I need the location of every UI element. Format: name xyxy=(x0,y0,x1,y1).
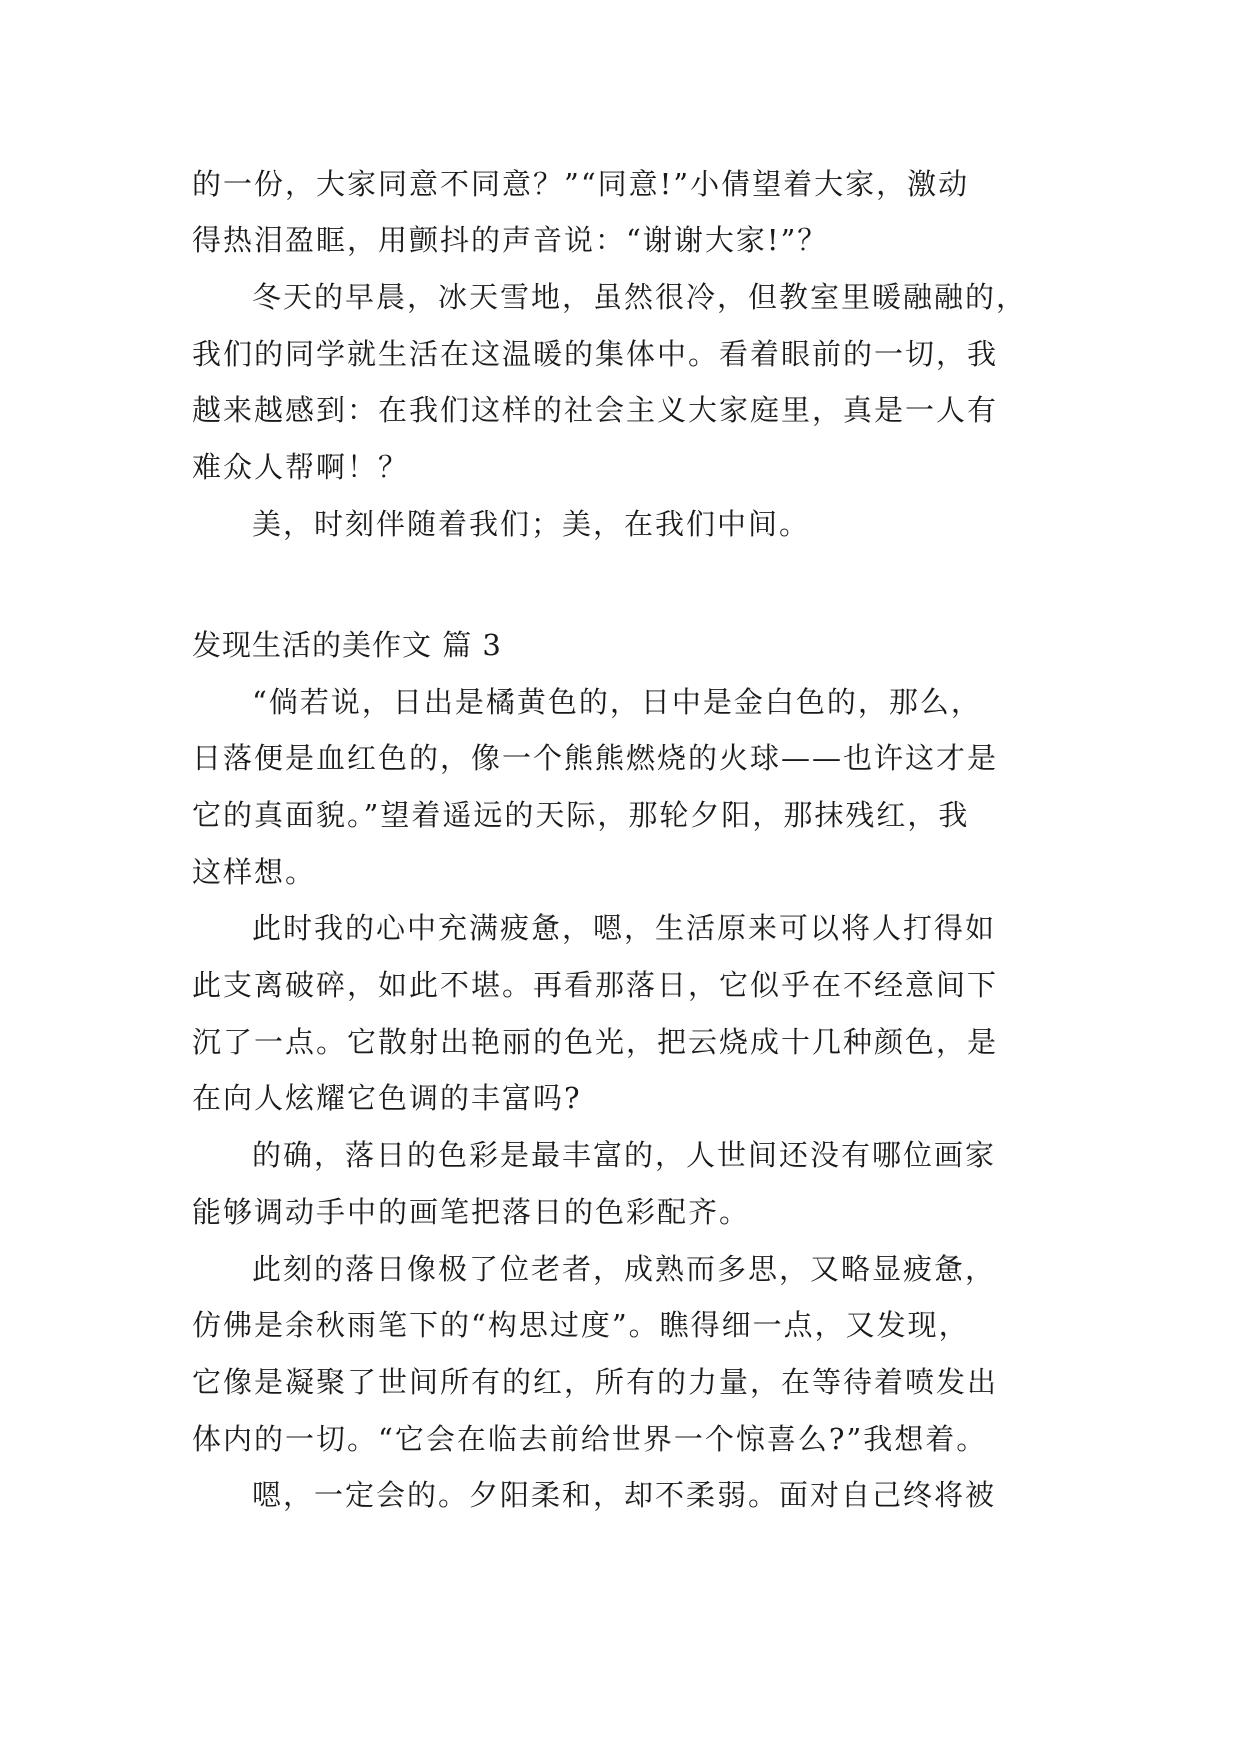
text-line: 美，时刻伴随着我们；美，在我们中间。 xyxy=(252,507,811,541)
section-title: 发现生活的美作文 篇 3 xyxy=(192,628,502,662)
text-line: 这样想。 xyxy=(192,855,317,889)
text-line: 仿佛是余秋雨笔下的“构思过度”。瞧得细一点，又发现， xyxy=(192,1308,970,1342)
text-line: 在向人炫耀它色调的丰富吗? xyxy=(192,1081,582,1115)
text-line: 我们的同学就生活在这温暖的集体中。看着眼前的一切，我 xyxy=(192,337,999,371)
text-line: 此支离破碎，如此不堪。再看那落日，它似乎在不经意间下 xyxy=(192,968,999,1002)
text-line: 日落便是血红色的，像一个熊熊燃烧的火球——也许这才是 xyxy=(192,741,999,775)
text-line: 此时我的心中充满疲惫，嗯，生活原来可以将人打得如 xyxy=(252,911,997,945)
text-line: 嗯，一定会的。夕阳柔和，却不柔弱。面对自己终将被 xyxy=(252,1478,997,1512)
text-line: 的一份，大家同意不同意？”“同意!”小倩望着大家，激动 xyxy=(192,167,970,201)
text-line: 得热泪盈眶，用颤抖的声音说：“谢谢大家!”？ xyxy=(192,223,829,257)
text-line: 它像是凝聚了世间所有的红，所有的力量，在等待着喷发出 xyxy=(192,1365,999,1399)
text-line: 体内的一切。“它会在临去前给世界一个惊喜么?”我想着。 xyxy=(192,1422,988,1456)
text-line: 沉了一点。它散射出艳丽的色光，把云烧成十几种颜色，是 xyxy=(192,1025,999,1059)
text-line: “倘若说，日出是橘黄色的，日中是金白色的，那么， xyxy=(252,685,982,719)
text-line: 它的真面貌。”望着遥远的天际，那轮夕阳，那抹残红，我 xyxy=(192,798,970,832)
text-line: 能够调动手中的画笔把落日的色彩配齐。 xyxy=(192,1195,751,1229)
text-line: 冬天的早晨，冰天雪地，虽然很冷，但教室里暖融融的， xyxy=(252,280,1028,314)
text-line: 此刻的落日像极了位老者，成熟而多思，又略显疲惫， xyxy=(252,1252,997,1286)
text-line: 难众人帮啊！？ xyxy=(192,450,410,484)
text-line: 的确，落日的色彩是最丰富的，人世间还没有哪位画家 xyxy=(252,1138,997,1172)
text-line: 越来越感到：在我们这样的社会主义大家庭里，真是一人有 xyxy=(192,393,999,427)
